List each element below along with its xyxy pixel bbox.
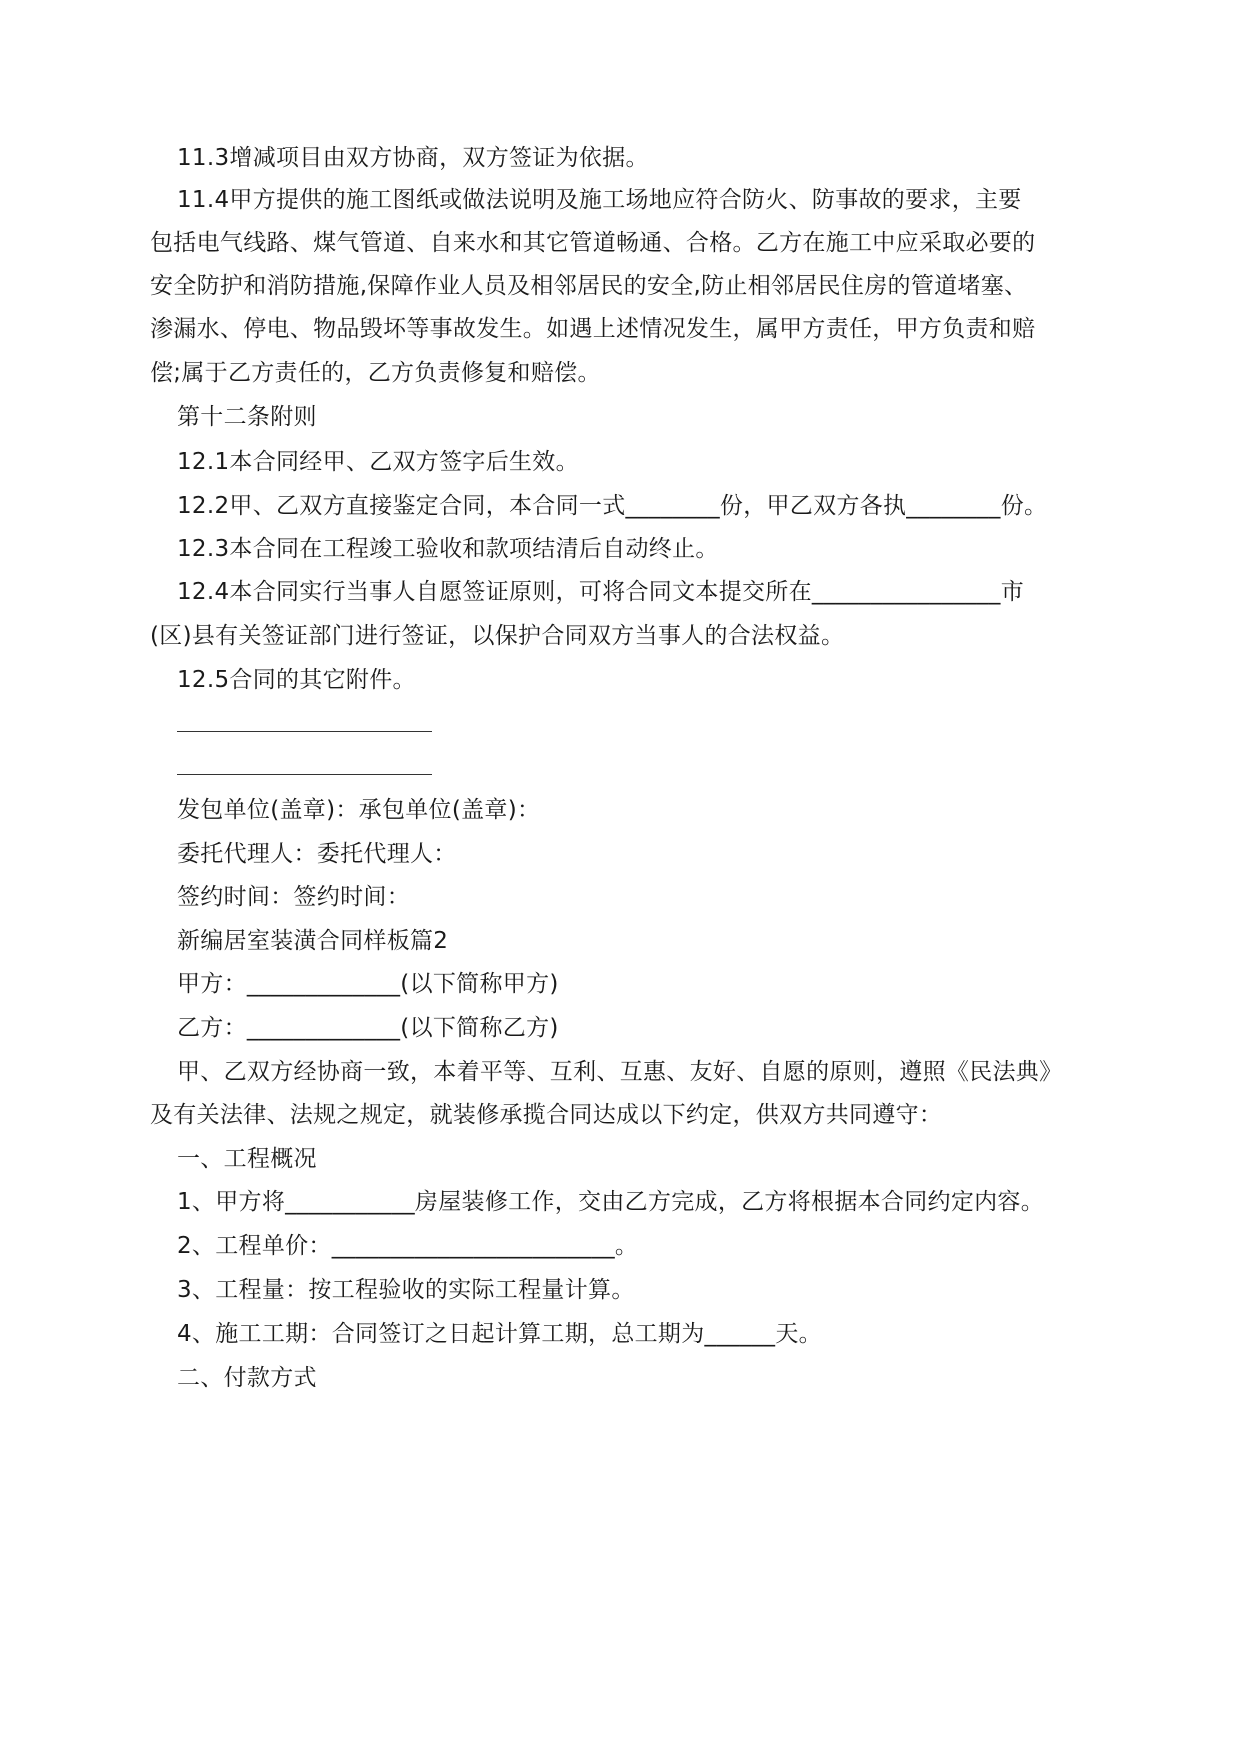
intro-line-1: 甲、乙双方经协商一致，本着平等、互利、互惠、友好、自愿的原则，遵照《民法典》 <box>177 1059 1063 1085</box>
item-2: 2、工程单价：________________________。 <box>177 1233 639 1259</box>
heading-payment-method: 二、付款方式 <box>177 1365 317 1391</box>
clause-11-4-line-4: 渗漏水、停电、物品毁坏等事故发生。如遇上述情况发生，属甲方责任，甲方负责和赔 <box>150 316 1036 342</box>
blank-line-1 <box>177 731 432 732</box>
item-4: 4、施工工期：合同签订之日起计算工期，总工期为______天。 <box>177 1321 822 1347</box>
clause-12-3: 12.3本合同在工程竣工验收和款项结清后自动终止。 <box>177 536 719 562</box>
blank-line-2 <box>177 774 432 775</box>
clause-11-4-line-3: 安全防护和消防措施,保障作业人员及相邻居民的安全,防止相邻居民住房的管道堵塞、 <box>150 273 1028 299</box>
heading-project-overview: 一、工程概况 <box>177 1146 317 1172</box>
party-a: 甲方：_____________(以下简称甲方) <box>177 971 559 997</box>
clause-11-3: 11.3增减项目由双方协商，双方签证为依据。 <box>177 145 649 171</box>
signature-unit: 发包单位(盖章)：承包单位(盖章)： <box>177 797 541 823</box>
section2-title: 新编居室装潢合同样板篇2 <box>177 928 449 954</box>
clause-12-4-line-2: (区)县有关签证部门进行签证，以保护合同双方当事人的合法权益。 <box>150 623 845 649</box>
item-3: 3、工程量：按工程验收的实际工程量计算。 <box>177 1277 635 1303</box>
party-b: 乙方：_____________(以下简称乙方) <box>177 1015 559 1041</box>
article-12-heading: 第十二条附则 <box>177 404 317 430</box>
clause-11-4-line-1: 11.4甲方提供的施工图纸或做法说明及施工场地应符合防火、防事故的要求，主要 <box>177 187 1022 213</box>
signature-date: 签约时间：签约时间： <box>177 884 410 910</box>
clause-12-1: 12.1本合同经甲、乙双方签字后生效。 <box>177 449 579 475</box>
clause-12-5: 12.5合同的其它附件。 <box>177 667 416 693</box>
clause-12-4-line-1: 12.4本合同实行当事人自愿签证原则，可将合同文本提交所在________________市 <box>177 579 1025 605</box>
item-1: 1、甲方将___________房屋装修工作，交由乙方完成，乙方将根据本合同约定内容。 <box>177 1189 1045 1215</box>
signature-agent: 委托代理人：委托代理人： <box>177 841 457 867</box>
clause-11-4-line-2: 包括电气线路、煤气管道、自来水和其它管道畅通、合格。乙方在施工中应采取必要的 <box>150 230 1036 256</box>
clause-12-2: 12.2甲、乙双方直接鉴定合同，本合同一式________份，甲乙双方各执________份。 <box>177 493 1048 519</box>
intro-line-2: 及有关法律、法规之规定，就装修承揽合同达成以下约定，供双方共同遵守： <box>150 1102 943 1128</box>
clause-11-4-line-5: 偿;属于乙方责任的，乙方负责修复和赔偿。 <box>150 360 601 386</box>
